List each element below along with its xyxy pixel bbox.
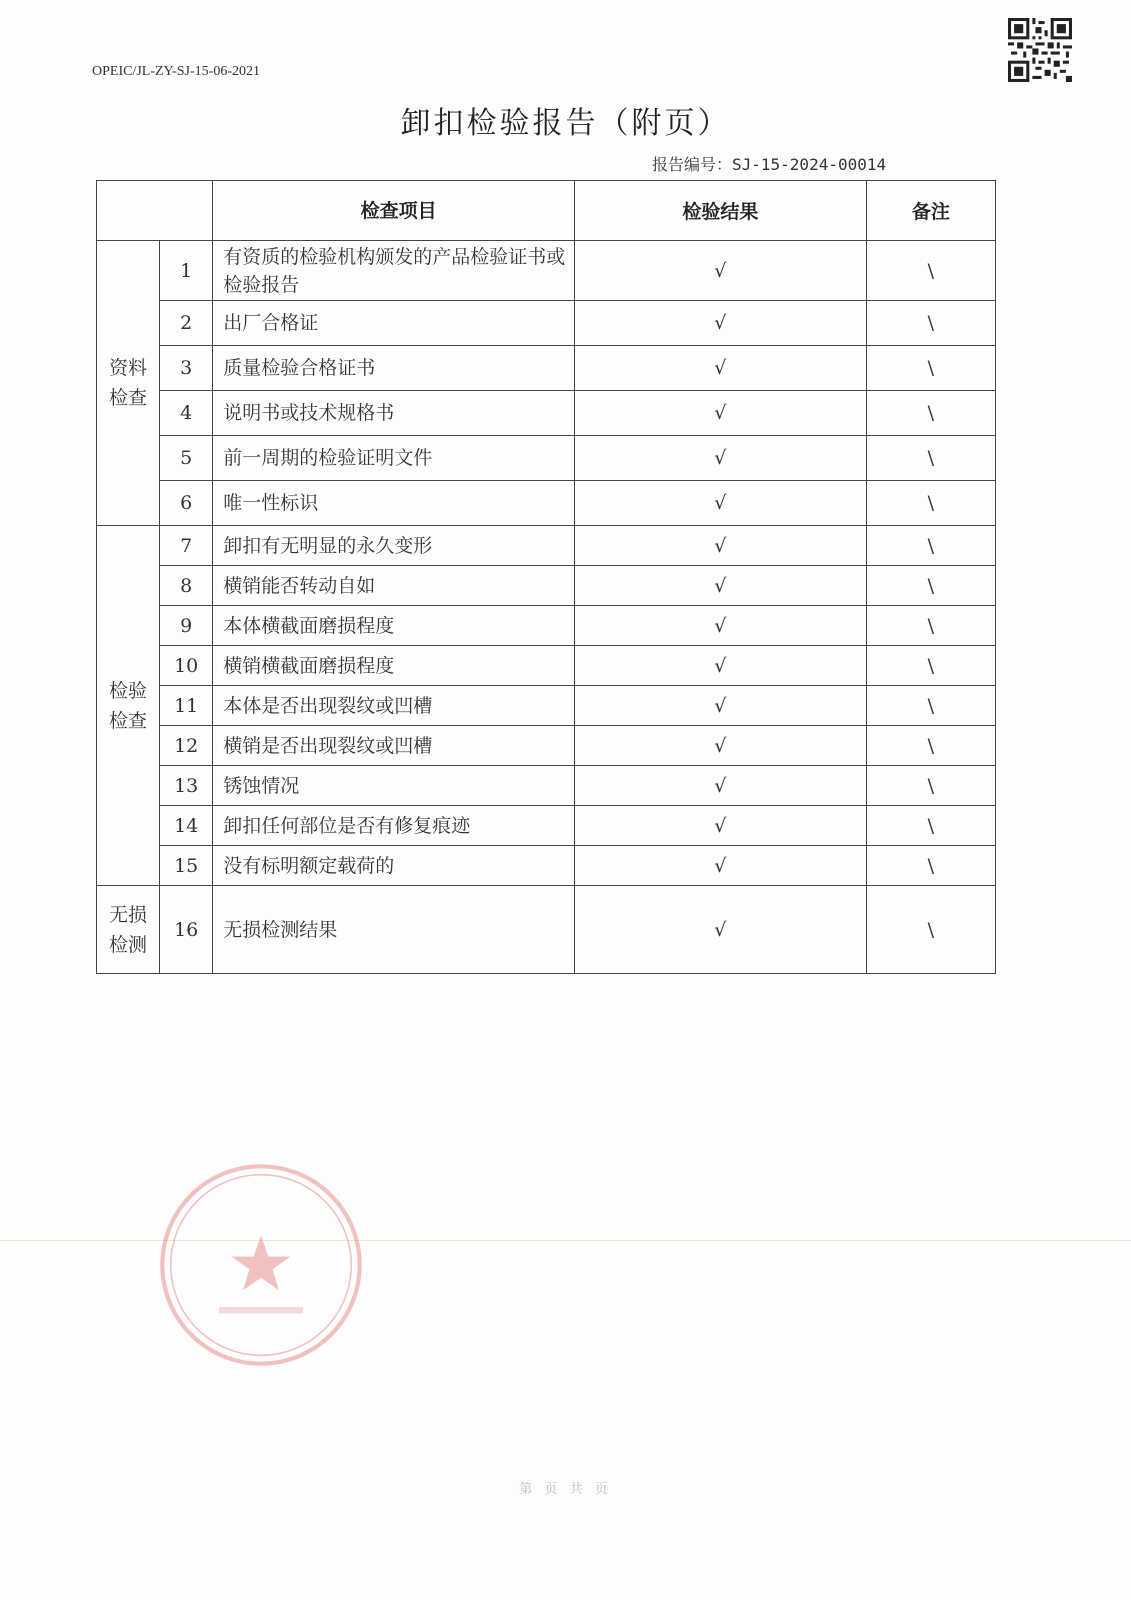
document-code: OPEIC/JL-ZY-SJ-15-06-2021 (92, 64, 260, 79)
official-seal-stamp (156, 1160, 366, 1370)
table-row (97, 301, 996, 346)
row-result: √ (575, 686, 867, 726)
row-remark: \ (866, 606, 995, 646)
row-number: 8 (160, 566, 213, 606)
row-item: 横销能否转动自如 (213, 566, 575, 606)
row-item: 说明书或技术规格书 (213, 391, 575, 436)
header-result: 检验结果 (575, 181, 867, 241)
row-item: 质量检验合格证书 (213, 346, 575, 391)
row-number: 9 (160, 606, 213, 646)
qr-code-icon (1008, 18, 1072, 82)
inspection-table (96, 180, 996, 974)
table-row (97, 526, 996, 566)
row-item: 卸扣任何部位是否有修复痕迹 (213, 806, 575, 846)
table-row (97, 846, 996, 886)
header-remark: 备注 (866, 181, 995, 241)
row-number: 11 (160, 686, 213, 726)
row-remark: \ (866, 301, 995, 346)
row-number: 3 (160, 346, 213, 391)
table-row (97, 391, 996, 436)
row-result: √ (575, 241, 867, 301)
row-number: 14 (160, 806, 213, 846)
row-number: 10 (160, 646, 213, 686)
row-result: √ (575, 526, 867, 566)
row-remark: \ (866, 806, 995, 846)
page-title: 卸扣检验报告（附页） (400, 106, 731, 141)
row-remark: \ (866, 436, 995, 481)
category-cell: 检验检查 (97, 526, 160, 886)
header-item: 检查项目 (213, 181, 575, 241)
row-remark: \ (866, 886, 995, 974)
table-row (97, 346, 996, 391)
row-number: 13 (160, 766, 213, 806)
row-remark: \ (866, 346, 995, 391)
table-row (97, 606, 996, 646)
table-row (97, 686, 996, 726)
table-row (97, 886, 996, 974)
row-remark: \ (866, 846, 995, 886)
row-result: √ (575, 391, 867, 436)
row-item: 出厂合格证 (213, 301, 575, 346)
row-result: √ (575, 846, 867, 886)
row-number: 5 (160, 436, 213, 481)
row-number: 16 (160, 886, 213, 974)
category-cell: 无损检测 (97, 886, 160, 974)
row-item: 锈蚀情况 (213, 766, 575, 806)
table-row (97, 806, 996, 846)
table-row (97, 726, 996, 766)
row-result: √ (575, 346, 867, 391)
row-result: √ (575, 606, 867, 646)
row-result: √ (575, 301, 867, 346)
row-item: 横销横截面磨损程度 (213, 646, 575, 686)
row-number: 15 (160, 846, 213, 886)
row-item: 唯一性标识 (213, 481, 575, 526)
row-remark: \ (866, 391, 995, 436)
row-remark: \ (866, 241, 995, 301)
row-item: 横销是否出现裂纹或凹槽 (213, 726, 575, 766)
row-item: 卸扣有无明显的永久变形 (213, 526, 575, 566)
row-item: 无损检测结果 (213, 886, 575, 974)
row-remark: \ (866, 566, 995, 606)
table-row (97, 766, 996, 806)
row-result: √ (575, 566, 867, 606)
row-remark: \ (866, 646, 995, 686)
row-remark: \ (866, 766, 995, 806)
row-item: 本体横截面磨损程度 (213, 606, 575, 646)
row-result: √ (575, 766, 867, 806)
row-item: 有资质的检验机构颁发的产品检验证书或检验报告 (213, 241, 575, 301)
row-result: √ (575, 806, 867, 846)
table-row (97, 566, 996, 606)
table-row (97, 481, 996, 526)
row-remark: \ (866, 686, 995, 726)
row-number: 6 (160, 481, 213, 526)
row-number: 4 (160, 391, 213, 436)
report-number: 报告编号：SJ-15-2024-00014 (652, 155, 887, 174)
header-blank-cell (97, 181, 213, 241)
category-cell: 资料检查 (97, 241, 160, 526)
row-item: 本体是否出现裂纹或凹槽 (213, 686, 575, 726)
row-item: 前一周期的检验证明文件 (213, 436, 575, 481)
page-footer: 第 页 共 页 (519, 1482, 612, 1497)
table-row (97, 241, 996, 301)
row-remark: \ (866, 726, 995, 766)
row-result: √ (575, 481, 867, 526)
row-number: 7 (160, 526, 213, 566)
row-item: 没有标明额定载荷的 (213, 846, 575, 886)
table-row (97, 646, 996, 686)
row-result: √ (575, 726, 867, 766)
row-result: √ (575, 646, 867, 686)
row-remark: \ (866, 526, 995, 566)
row-result: √ (575, 436, 867, 481)
row-remark: \ (866, 481, 995, 526)
row-number: 12 (160, 726, 213, 766)
table-row (97, 436, 996, 481)
row-result: √ (575, 886, 867, 974)
row-number: 1 (160, 241, 213, 301)
row-number: 2 (160, 301, 213, 346)
